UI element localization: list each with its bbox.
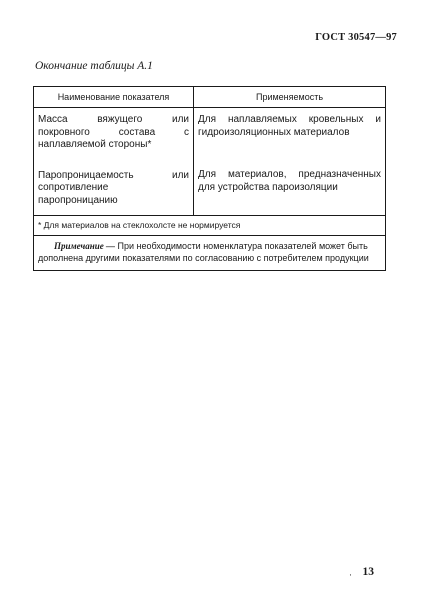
name-column (34, 108, 194, 215)
table-footnote: * Для материалов на стеклохолсте не нормируется (34, 216, 385, 236)
row-1-applicability: Для наплавляемых кровельных и гидроизоляционных материалов (198, 114, 381, 138)
table-body (34, 108, 385, 216)
document-code: ГОСТ 30547—97 (315, 32, 397, 43)
applicability-column (194, 108, 385, 215)
column-header-applicability: Применяемость (255, 92, 324, 102)
table-header-row (34, 87, 385, 108)
note-text-line1: При необходимости номенклатура показателей может быть (117, 241, 368, 251)
table-note (34, 236, 385, 270)
row-2-name: Паропроницаемость или сопротивление паропроницанию (38, 169, 189, 206)
table-caption: Окончание таблицы А.1 (35, 60, 153, 72)
row-2-applicability: Для материалов, предназначенных для устройства пароизоляции (198, 169, 381, 193)
row-1-name: Масса вяжущего или покровного состава с наплавляемой стороны* (38, 114, 189, 150)
note-label: Примечание — (54, 241, 116, 251)
page-mark: · (349, 570, 352, 580)
column-header-name: Наименование показателя (34, 87, 194, 107)
note-text-line2: дополнена другими показателями по согласованию с потребителем продукции (38, 252, 369, 263)
table (33, 86, 386, 271)
page-number: 13 (362, 566, 374, 578)
